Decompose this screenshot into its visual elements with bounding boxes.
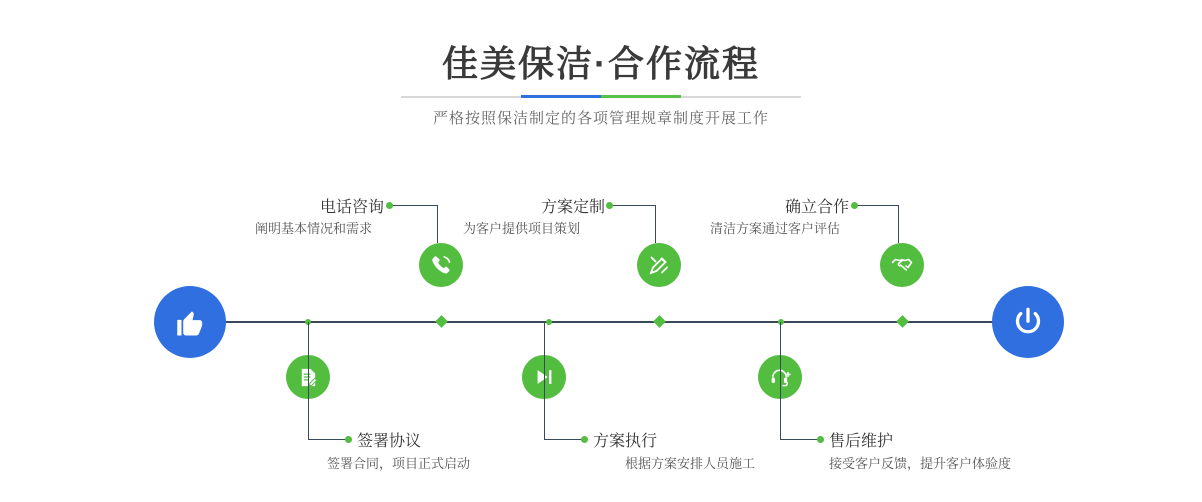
step-desc-4: 根据方案安排人员施工 [625, 456, 756, 471]
connector-tip-6 [817, 436, 824, 443]
step-title-1: 电话咨询 [320, 199, 385, 216]
page-subtitle: 严格按照保洁制定的各项管理规章制度开展工作 [432, 110, 769, 127]
step-title-4: 方案执行 [593, 433, 658, 450]
phone-ring-icon [429, 253, 453, 277]
connector-vline-4 [544, 322, 545, 439]
axis-dot-2 [546, 319, 552, 325]
connector-tip-3 [606, 202, 613, 209]
step-desc-5: 清洁方案通过客户评估 [710, 221, 841, 236]
connector-hline-6 [780, 439, 820, 440]
power-icon [1010, 304, 1046, 340]
connector-hline-5 [855, 205, 899, 206]
connector-vline-3 [655, 205, 656, 243]
connector-hline-2 [308, 439, 348, 440]
connector-vline-6 [780, 322, 781, 439]
step-desc-2: 签署合同，项目正式启动 [327, 456, 471, 471]
connector-tip-4 [581, 436, 588, 443]
connector-hline-3 [610, 205, 656, 206]
connector-vline-5 [898, 205, 899, 243]
step-desc-6: 接受客户反馈，提升客户体验度 [829, 456, 1012, 471]
step-node-1[interactable] [419, 243, 463, 287]
step-title-3: 方案定制 [541, 199, 606, 216]
step-node-3[interactable] [637, 243, 681, 287]
step-node-5[interactable] [880, 243, 924, 287]
step-desc-1: 阐明基本情况和需求 [255, 221, 373, 236]
connector-hline-4 [544, 439, 584, 440]
connector-vline-1 [437, 205, 438, 243]
axis-marker-5 [896, 315, 909, 328]
thumbs-up-icon [173, 305, 207, 339]
start-endpoint [154, 286, 226, 358]
connector-tip-5 [851, 202, 858, 209]
step-title-6: 售后维护 [829, 433, 894, 450]
step-title-2: 签署协议 [357, 433, 422, 450]
connector-tip-2 [345, 436, 352, 443]
step-desc-3: 为客户提供项目策划 [463, 221, 581, 236]
page-title: 佳美保洁·合作流程 [442, 43, 760, 84]
end-endpoint [992, 286, 1064, 358]
step-title-5: 确立合作 [785, 199, 850, 216]
axis-marker-3 [653, 315, 666, 328]
handshake-icon [890, 253, 914, 277]
connector-tip-1 [386, 202, 393, 209]
title-divider-accent [521, 95, 681, 98]
connector-hline-1 [390, 205, 438, 206]
connector-vline-2 [308, 322, 309, 439]
axis-dot-4 [778, 319, 784, 325]
axis-marker-1 [435, 315, 448, 328]
pen-ruler-icon [647, 253, 671, 277]
